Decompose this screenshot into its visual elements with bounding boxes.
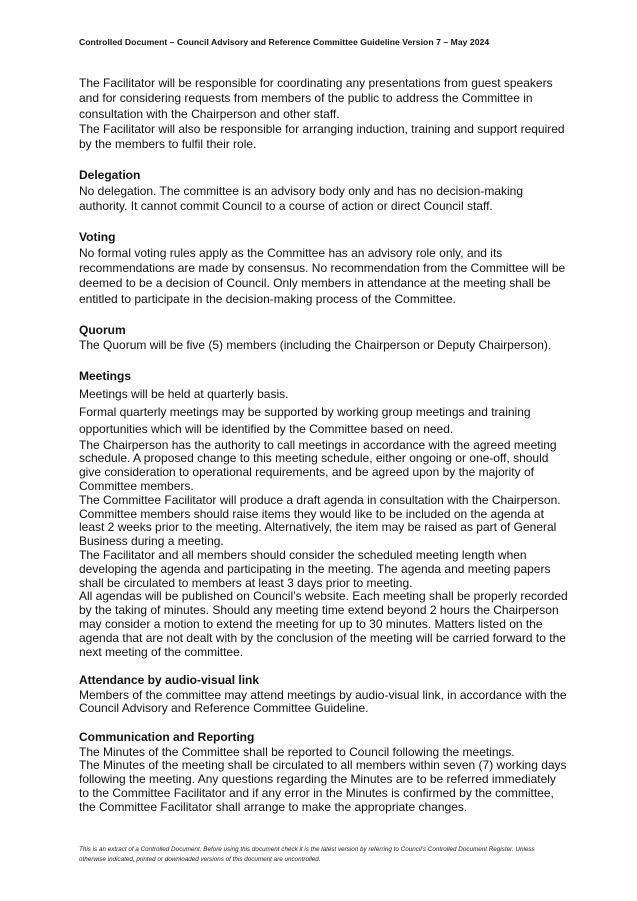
meetings-paragraph-5: The Facilitator and all members should consider the scheduled meeting length when developing the agenda and participating in the meeting. The agenda and meeting papers shall be circulated to members at least 3 days prior to meeting. <box>79 548 551 590</box>
intro-section <box>79 76 569 152</box>
communication-paragraph-1: The Minutes of the Committee shall be reported to Council following the meetings. <box>79 744 515 759</box>
communication-paragraph-2: The Minutes of the meeting shall be circulated to all members within seven (7) working days following the meeting. Any questions regarding the Minutes are to be referred immediately to the Committee Facilitator and if any error in the Minutes is confirmed by the committee, the Committee Facilitator shall arrange to make the appropriate changes. <box>79 758 567 814</box>
voting-section <box>79 230 569 306</box>
document-header: Controlled Document – Council Advisory and Reference Committee Guideline Version 7 – May 2024 <box>79 37 490 47</box>
quorum-paragraph: The Quorum will be five (5) members (including the Chairperson or Deputy Chairperson). <box>79 338 552 353</box>
document-footer: This is an extract of a Controlled Document. Before using this document check it is the latest version by referring to Council’s Controlled Document Register. Unless otherwise indicated, printed or downloaded versions of this document are uncontrolled. <box>79 846 535 863</box>
meetings-paragraph-6: All agendas will be published on Council’s website. Each meeting shall be properly recorded by the taking of minutes. Should any meeting time extend beyond 2 hours the Chairperson may consider a motion to extend the meeting for up to 30 minutes. Matters listed on the agenda that are not dealt with by the conclusion of the meeting will be carried forward to the next meeting of the committee. <box>79 589 568 659</box>
intro-paragraph-1: The Facilitator will be responsible for coordinating any presentations from guest speakers and for considering requests from members of the public to address the Committee in consultation with the Chairperson and other staff. <box>79 76 553 121</box>
meetings-paragraph-1: Meetings will be held at quarterly basis. <box>79 386 289 401</box>
delegation-section <box>79 168 569 214</box>
attendance-section <box>79 673 569 716</box>
communication-section <box>79 730 569 814</box>
communication-heading: Communication and Reporting <box>79 730 255 745</box>
meetings-section <box>79 369 569 659</box>
quorum-section <box>79 323 569 354</box>
attendance-heading: Attendance by audio-visual link <box>79 673 260 688</box>
meetings-paragraph-4: The Committee Facilitator will produce a draft agenda in consultation with the Chairperson. Committee members should raise items they would like to be included on the agenda at least 2 weeks prior to the meeting. Alternatively, the item may be raised as part of General Business during a meeting. <box>79 492 561 549</box>
meetings-paragraph-3: The Chairperson has the authority to call meetings in accordance with the agreed meeting schedule. A proposed change to this meeting schedule, either ongoing or one-off, should give consideration to operational requirements, and be agreed upon by the majority of Committee members. <box>79 437 557 494</box>
quorum-heading: Quorum <box>79 322 126 337</box>
delegation-paragraph: No delegation. The committee is an advisory body only and has no decision-making authority. It cannot commit Council to a course of action or direct Council staff. <box>79 183 524 214</box>
voting-heading: Voting <box>79 230 116 245</box>
meetings-heading: Meetings <box>79 369 132 384</box>
intro-paragraph-2: The Facilitator will also be responsible for arranging induction, training and support required by the members to fulfil their role. <box>79 121 565 152</box>
attendance-paragraph: Members of the committee may attend meetings by audio-visual link, in accordance with the Council Advisory and Reference Committee Guideline. <box>79 687 567 716</box>
delegation-heading: Delegation <box>79 168 141 183</box>
document-body <box>79 76 569 815</box>
meetings-paragraph-2: Formal quarterly meetings may be supported by working group meetings and training opportunities which will be identified by the Committee based on need. <box>79 405 531 437</box>
voting-paragraph: No formal voting rules apply as the Committee has an advisory role only, and its recommendations are made by consensus. No recommendation from the Committee will be deemed to be a decision of Council. Only members in attendance at the meeting shall be entitled to participate in the decision-making process of the Committee. <box>79 245 566 306</box>
